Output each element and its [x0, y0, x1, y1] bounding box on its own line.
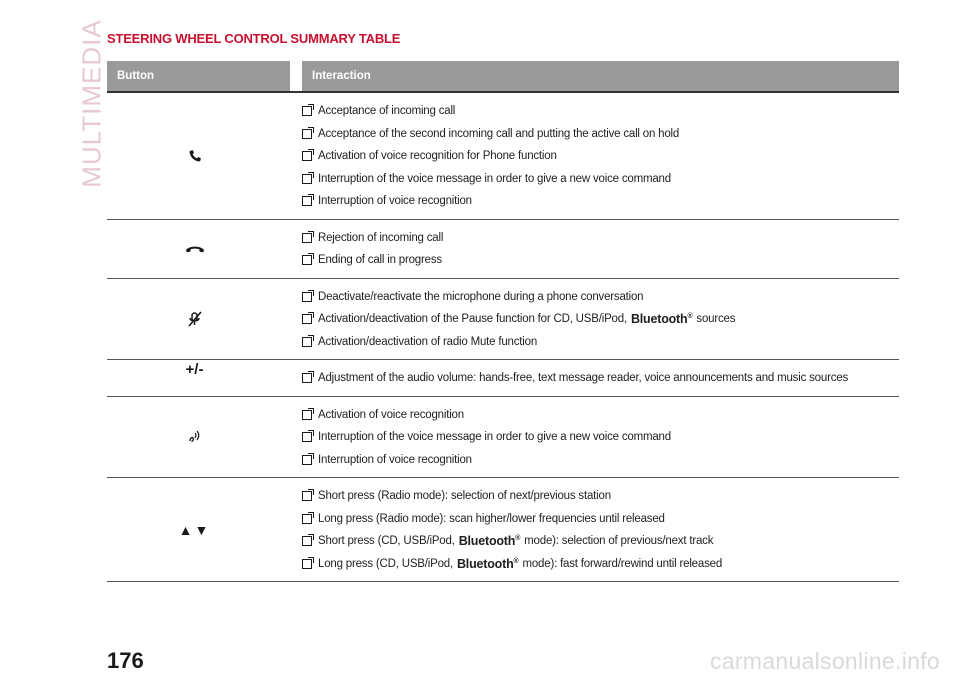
interaction-item: [302, 123, 899, 146]
interaction-cell: [302, 279, 899, 360]
interaction-item: [302, 367, 899, 390]
interaction-item: [302, 100, 899, 123]
phone-answer-icon: [188, 149, 202, 163]
interaction-item: [302, 530, 899, 553]
checkbox-bullet-icon: [302, 514, 312, 524]
table-row: [107, 360, 899, 397]
interaction-item: [302, 168, 899, 191]
interaction-text: Activation of voice recognition for Phone function: [318, 150, 557, 163]
interaction-text: Activation/deactivation of the Pause function for CD, USB/iPod,: [318, 313, 630, 326]
interaction-text: Acceptance of incoming call: [318, 105, 456, 118]
interaction-item: [302, 331, 899, 354]
interaction-text: sources: [693, 313, 736, 326]
interaction-text: Long press (CD, USB/iPod,: [318, 557, 456, 570]
registered-mark: ®: [687, 313, 693, 321]
bluetooth-brand: [631, 312, 693, 326]
button-cell: [107, 360, 302, 396]
checkbox-bullet-icon: [302, 233, 312, 243]
button-cell: [107, 279, 302, 360]
button-cell: [107, 220, 302, 278]
mute-mic-icon: [188, 311, 202, 327]
interaction-item: [302, 308, 899, 331]
table-row: [107, 397, 899, 479]
interaction-item: [302, 249, 899, 272]
interaction-item: [302, 145, 899, 168]
checkbox-bullet-icon: [302, 432, 312, 442]
checkbox-bullet-icon: [302, 151, 312, 161]
interaction-text: Short press (CD, USB/iPod,: [318, 535, 458, 548]
interaction-text: mode): selection of previous/next track: [521, 535, 714, 548]
page-number: 176: [107, 648, 144, 673]
interaction-text: Rejection of incoming call: [318, 231, 444, 244]
table-body: [107, 93, 899, 582]
section-side-label-text: MULTIMEDIA: [76, 19, 107, 188]
checkbox-bullet-icon: [302, 455, 312, 465]
interaction-text: Deactivate/reactivate the microphone during a phone conversation: [318, 290, 644, 303]
interaction-text: Short press (Radio mode): selection of next/previous station: [318, 490, 611, 503]
control-summary-table: [107, 61, 899, 582]
interaction-text: Activation of voice recognition: [318, 408, 464, 421]
page-title: STEERING WHEEL CONTROL SUMMARY TABLE: [107, 31, 401, 46]
interaction-item: [302, 227, 899, 250]
checkbox-bullet-icon: [302, 174, 312, 184]
interaction-text: Activation/deactivation of radio Mute function: [318, 335, 538, 348]
checkbox-bullet-icon: [302, 314, 312, 324]
interaction-text: Adjustment of the audio volume: hands-free, text message reader, voice announcements and music sources: [318, 372, 848, 385]
interaction-item: [302, 286, 899, 309]
checkbox-bullet-icon: [302, 559, 312, 569]
bluetooth-brand: [459, 534, 521, 548]
bluetooth-brand: [457, 557, 519, 571]
checkbox-bullet-icon: [302, 255, 312, 265]
interaction-text: Long press (Radio mode): scan higher/lower frequencies until released: [318, 512, 665, 525]
checkbox-bullet-icon: [302, 491, 312, 501]
interaction-text: Interruption of the voice message in order to give a new voice command: [318, 431, 671, 444]
button-cell: [107, 93, 302, 219]
up-down-arrows-icon: ▲▼: [178, 521, 211, 538]
table-row: [107, 279, 899, 361]
interaction-item: [302, 508, 899, 531]
interaction-text: Interruption of voice recognition: [318, 195, 472, 208]
registered-mark: ®: [515, 535, 521, 543]
interaction-cell: [302, 360, 899, 396]
interaction-item: [302, 426, 899, 449]
header-interaction: Interaction: [302, 61, 899, 91]
interaction-item: [302, 404, 899, 427]
interaction-cell: [302, 93, 899, 219]
button-cell: [107, 478, 302, 581]
interaction-text: Ending of call in progress: [318, 254, 442, 267]
interaction-cell: [302, 220, 899, 278]
interaction-cell: [302, 478, 899, 581]
checkbox-bullet-icon: [302, 196, 312, 206]
bluetooth-brand-text: Bluetooth: [458, 534, 516, 549]
interaction-text: Interruption of voice recognition: [318, 453, 472, 466]
volume-plus-minus-icon: +/-: [185, 361, 204, 379]
interaction-text: Acceptance of the second incoming call and putting the active call on hold: [318, 127, 680, 140]
section-side-label: [56, 19, 107, 188]
header-button: Button: [107, 61, 290, 91]
checkbox-bullet-icon: [302, 337, 312, 347]
bluetooth-brand-text: Bluetooth: [456, 556, 514, 571]
button-cell: [107, 397, 302, 478]
header-gap: [290, 61, 302, 91]
interaction-text: Interruption of the voice message in order to give a new voice command: [318, 172, 671, 185]
checkbox-bullet-icon: [302, 129, 312, 139]
interaction-text: mode): fast forward/rewind until released: [519, 557, 723, 570]
registered-mark: ®: [513, 557, 519, 565]
table-row: [107, 478, 899, 582]
interaction-cell: [302, 397, 899, 478]
watermark: carmanualsonline.info: [709, 648, 940, 674]
interaction-item: [302, 190, 899, 213]
interaction-item: [302, 553, 899, 576]
voice-command-icon: [188, 429, 202, 445]
phone-hangup-icon: [185, 244, 205, 254]
interaction-item: [302, 449, 899, 472]
checkbox-bullet-icon: [302, 536, 312, 546]
checkbox-bullet-icon: [302, 410, 312, 420]
table-row: [107, 93, 899, 220]
checkbox-bullet-icon: [302, 292, 312, 302]
checkbox-bullet-icon: [302, 373, 312, 383]
table-row: [107, 220, 899, 279]
checkbox-bullet-icon: [302, 106, 312, 116]
table-header: [107, 61, 899, 93]
interaction-item: [302, 485, 899, 508]
bluetooth-brand-text: Bluetooth: [630, 312, 688, 327]
